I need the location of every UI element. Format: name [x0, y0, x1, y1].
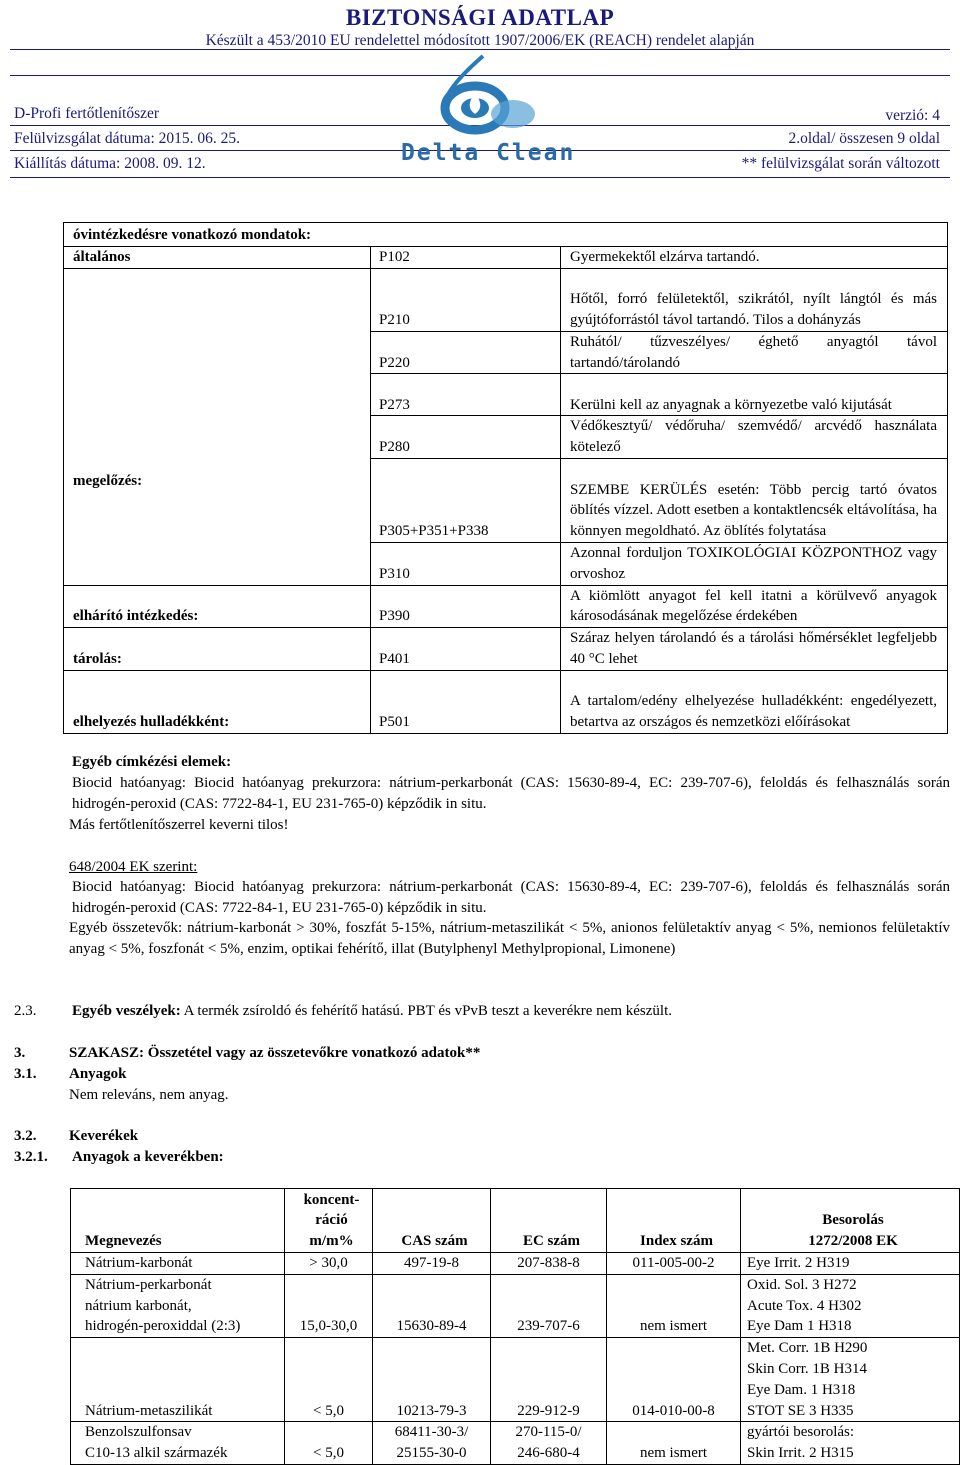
other-label-elements: [72, 752, 950, 814]
p-code: P305+P351+P338: [371, 458, 561, 542]
product-name: D-Profi fertőtlenítőszer: [14, 105, 160, 122]
p-statement: A kiömlött anyagot fel kell itatni a körülvevő anyagok károsodásának megelőzése érdekében: [561, 585, 948, 628]
p-statement: Ruhától/ tűzveszélyes/ éghető anyagtól távol tartandó/tárolandó: [561, 331, 948, 374]
classification: Eye Irrit. 2 H319: [741, 1253, 960, 1275]
cas-number: 497-19-8: [373, 1253, 491, 1275]
ec-number: 239-707-6: [491, 1274, 607, 1337]
regulation-heading: 648/2004 EK szerint:: [69, 859, 198, 875]
p-code: P210: [371, 268, 561, 331]
p-code: P390: [371, 585, 561, 628]
precautionary-statements-table: [63, 222, 948, 734]
substance-name: Nátrium-perkarbonát nátrium karbonát, hidrogén-peroxiddal (2:3): [71, 1274, 285, 1337]
p-code: P401: [371, 628, 561, 671]
mixing-warning: Más fertőtlenítőszerrel keverni tilos!: [69, 817, 289, 833]
classification: gyártói besorolás: Skin Irrit. 2 H315: [741, 1422, 960, 1465]
p-code: P273: [371, 374, 561, 416]
p-statement: Azonnal forduljon TOXIKOLÓGIAI KÖZPONTHOZ vagy orvoshoz: [561, 542, 948, 585]
ec-number: 270-115-0/ 246-680-4: [491, 1422, 607, 1465]
subsection-title: Anyagok a keverékben:: [72, 1149, 224, 1165]
classification: Oxid. Sol. 3 H272 Acute Tox. 4 H302 Eye Dam 1 H318: [741, 1274, 960, 1337]
issue-date: Kiállítás dátuma: 2008. 09. 12.: [14, 155, 206, 172]
table-row: [71, 1422, 960, 1465]
p-statement: Gyermekektől elzárva tartandó.: [561, 247, 948, 269]
substance-name: Nátrium-karbonát: [71, 1253, 285, 1275]
other-ingredients-text: Egyéb összetevők: nátrium-karbonát > 30%, foszfát 5-15%, nátrium-metaszilikát < 5%, anionos felületaktív anyag < 5%, nemionos felületaktív anyag < 5%, foszfonát < 5%, enzim, optikai fehérítő, illat (Butylphenyl Methylpropional, Limonene): [69, 920, 950, 957]
cas-number: 15630-89-4: [373, 1274, 491, 1337]
p-code: P220: [371, 331, 561, 374]
column-header: CAS szám: [373, 1189, 491, 1253]
column-header: Index szám: [607, 1189, 741, 1253]
subsection-title: Anyagok: [69, 1066, 127, 1082]
section-number: 3.1.: [14, 1066, 37, 1082]
category-label: tárolás:: [64, 628, 371, 671]
header-divider: [10, 49, 950, 50]
ec-number: 207-838-8: [491, 1253, 607, 1275]
revision-note: ** felülvizsgálat során változott: [741, 155, 940, 172]
document-subtitle: Készült a 453/2010 EU rendelettel módosított 1907/2006/EK (REACH) rendelet alapján: [205, 32, 755, 49]
composition-table: [70, 1188, 960, 1465]
biocid-text: Biocid hatóanyag: Biocid hatóanyag prekurzora: nátrium-perkarbonát (CAS: 15630-89-4, EC: 239-707-6), feloldás és felhasználás során hidrogén-peroxid (CAS: 7722-84-1, EU 231-765-0) képződik in situ.: [72, 774, 950, 812]
column-header: Besorolás 1272/2008 EK: [741, 1189, 960, 1253]
index-number: 011-005-00-2: [607, 1253, 741, 1275]
section-heading: Egyéb címkézési elemek:: [72, 754, 232, 770]
p-statement: Védőkesztyű/ védőruha/ szemvédő/ arcvédő használata kötelező: [561, 416, 948, 459]
concentration: < 5,0: [285, 1422, 373, 1465]
substance-name: Nátrium-metaszilikát: [71, 1338, 285, 1422]
header-divider: [10, 177, 950, 178]
column-header: EC szám: [491, 1189, 607, 1253]
delta-clean-logo: [395, 52, 576, 167]
table-row: [71, 1338, 960, 1422]
table-row: [71, 1274, 960, 1337]
p-code: P102: [371, 247, 561, 269]
concentration: < 5,0: [285, 1338, 373, 1422]
category-label: általános: [64, 247, 371, 269]
p-code: P310: [371, 542, 561, 585]
substance-name: Benzolszulfonsav C10-13 alkil származék: [71, 1422, 285, 1465]
category-label: elhárító intézkedés:: [64, 585, 371, 628]
p-code: P501: [371, 670, 561, 733]
biocid-text: Biocid hatóanyag: Biocid hatóanyag prekurzora: nátrium-perkarbonát (CAS: 15630-89-4, EC: 239-707-6), feloldás és felhasználás során hidrogén-peroxid (CAS: 7722-84-1, EU 231-765-0) képződik in situ.: [72, 879, 950, 916]
document-title: BIZTONSÁGI ADATLAP: [345, 5, 615, 30]
p-statement: A tartalom/edény elhelyezése hulladékként: engedélyezett, betartva az országos és nemzetközi előírásokat: [561, 670, 948, 733]
p-code: P280: [371, 416, 561, 459]
version-label: verzió: 4: [885, 107, 940, 124]
classification: Met. Corr. 1B H290 Skin Corr. 1B H314 Eye Dam. 1 H318 STOT SE 3 H335: [741, 1338, 960, 1422]
revision-date: Felülvizsgálat dátuma: 2015. 06. 25.: [14, 130, 241, 147]
column-header: Megnevezés: [71, 1189, 285, 1253]
table-row: [71, 1253, 960, 1275]
cas-number: 68411-30-3/ 25155-30-0: [373, 1422, 491, 1465]
section-number: 3.2.: [14, 1128, 37, 1144]
svg-text:Delta Clean: Delta Clean: [401, 140, 576, 166]
subsection-text: Nem releváns, nem anyag.: [69, 1087, 229, 1103]
section-title: SZAKASZ: Összetétel vagy az összetevőkre vonatkozó adatok**: [69, 1045, 481, 1061]
section-number: 3.: [14, 1045, 26, 1061]
subsection-title: Keverékek: [69, 1128, 139, 1144]
water-drop-icon: [395, 52, 576, 167]
p-statement: Száraz helyen tárolandó és a tárolási hőmérséklet legfeljebb 40 °C lehet: [561, 628, 948, 671]
p-statement: Kerülni kell az anyagnak a környezetbe való kijutását: [561, 374, 948, 416]
concentration: > 30,0: [285, 1253, 373, 1275]
p-statement: SZEMBE KERÜLÉS esetén: Több percig tartó óvatos öblítés vízzel. Adott esetben a kontaktlencsék eltávolítása, ha könnyen megoldható. Az öblítés folytatása: [561, 458, 948, 542]
index-number: 014-010-00-8: [607, 1338, 741, 1422]
index-number: nem ismert: [607, 1422, 741, 1465]
page-indicator: 2.oldal/ összesen 9 oldal: [788, 130, 940, 147]
index-number: nem ismert: [607, 1274, 741, 1337]
concentration: 15,0-30,0: [285, 1274, 373, 1337]
p-statement: Hőtől, forró felületektől, szikrától, nyílt lángtól és más gyújtóforrástól távol tartandó. Tilos a dohányzás: [561, 268, 948, 331]
precautionary-heading: óvintézkedésre vonatkozó mondatok:: [64, 223, 948, 247]
ec-number: 229-912-9: [491, 1338, 607, 1422]
section-number: 2.3.: [14, 1003, 37, 1019]
category-label: elhelyezés hulladékként:: [64, 670, 371, 733]
column-header: koncent- ráció m/m%: [285, 1189, 373, 1253]
other-hazards: Egyéb veszélyek: A termék zsíroldó és fehérítő hatású. PBT és vPvB teszt a keverékre nem készült.: [72, 1003, 672, 1019]
category-label: megelőzés:: [64, 268, 371, 585]
cas-number: 10213-79-3: [373, 1338, 491, 1422]
section-number: 3.2.1.: [14, 1149, 48, 1165]
